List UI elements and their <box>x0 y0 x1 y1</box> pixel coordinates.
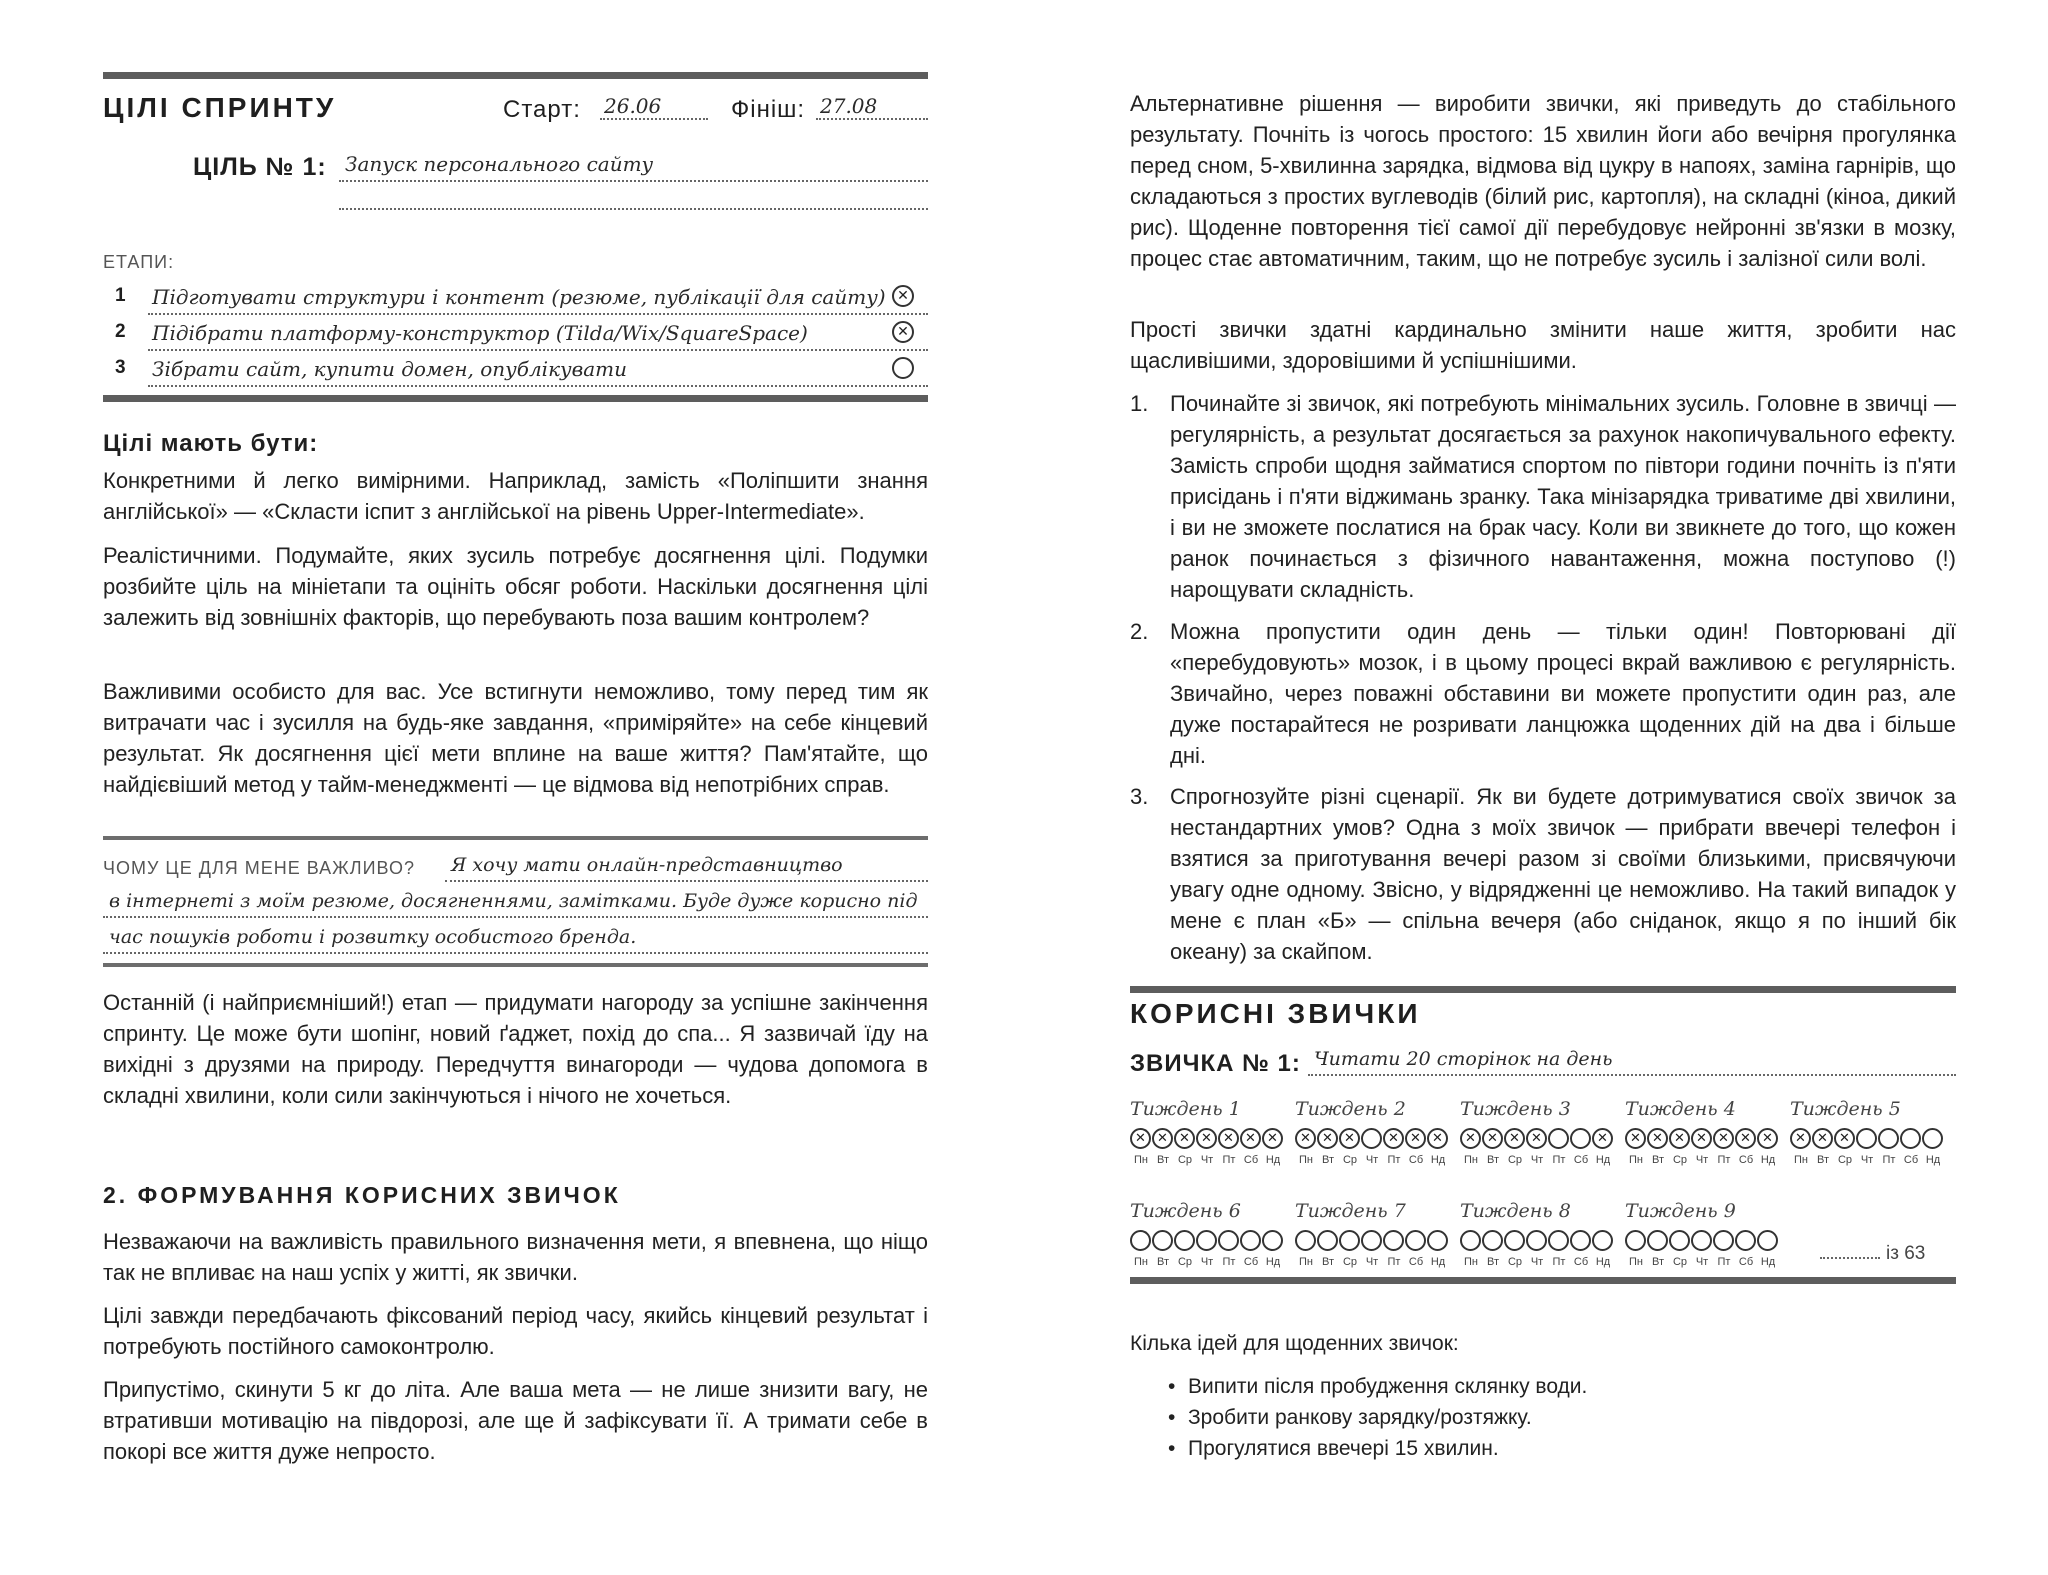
sprint-box-top-rule <box>103 72 928 79</box>
stage-text[interactable]: Зібрати сайт, купити домен, опублікувати <box>148 355 928 387</box>
day-label: Пн <box>1794 1154 1808 1166</box>
day-label: Вт <box>1816 1154 1829 1166</box>
day-label: Ср <box>1672 1154 1688 1166</box>
week-label: Тиждень 9 <box>1625 1200 1736 1222</box>
habits-title: КОРИСНІ ЗВИЧКИ <box>1130 998 1421 1029</box>
day-label: Сб <box>1573 1154 1589 1166</box>
list-text: Спрогнозуйте різні сценарії. Як ви будете дотримуватися своїх звичок за нестандартних умов? Одна з моїх звичок — прибрати ввечері телефон і взятися за приготування вечері разом зі своїми близькими, присвячуючи увагу одне одному. Звісно, у відрядженні це неможливо. На такий випадок у мене є план «Б» — спільна вечеря (або сніданок, якщо я по інший бік океану) за скайпом. <box>1170 784 1956 964</box>
week-label: Тиждень 8 <box>1460 1200 1571 1222</box>
week-block <box>1625 1200 1785 1268</box>
day-labels <box>1130 1154 1290 1166</box>
sprint-box-bottom-rule <box>103 395 928 402</box>
day-checkbox[interactable] <box>1647 1230 1668 1251</box>
day-label: Ср <box>1837 1154 1853 1166</box>
paragraph: Прості звички здатні кардинально змінити наше життя, зробити нас щасливішими, здоровішими й успішнішими. <box>1130 317 1956 373</box>
day-label: Ср <box>1177 1154 1193 1166</box>
day-checkbox[interactable]: ✕ <box>1218 1128 1239 1149</box>
list-text: Можна пропустити один день — тільки один! Повторювані дії «перебудовують» мозок, і в цьому процесі вкрай важливою є регулярність. Звичайно, через поважні обставини ви можете пропустити один раз, але дуже постарайтеся не розривати ланцюжка щоденних дій на два і більше дні. <box>1170 619 1956 768</box>
stage-number: 3 <box>115 357 126 378</box>
day-labels <box>1625 1154 1785 1166</box>
day-checkbox[interactable] <box>1592 1230 1613 1251</box>
why-answer-line-2[interactable]: в інтернеті з моїм резюме, досягненнями, замітками. Буде дуже корисно під <box>103 890 928 918</box>
week-label: Тиждень 5 <box>1790 1098 1901 1120</box>
why-box-bottom-rule <box>103 963 928 967</box>
week-block <box>1130 1200 1290 1268</box>
list-number: 3. <box>1130 784 1149 809</box>
day-checkbox[interactable] <box>1669 1230 1690 1251</box>
day-checkbox[interactable]: ✕ <box>1339 1128 1360 1149</box>
paragraph: Важливими особисто для вас. Усе встигнути неможливо, тому перед тим як витрачати час і зусилля на будь-яке завдання, «приміряйте» на себе кінцевий результат. Як досягнення цієї мети вплине на ваше життя? Пам'ятайте, що найдієвіший метод у тайм-менеджменті — це відмова від непотрібних справ. <box>103 679 928 797</box>
day-checkbox[interactable] <box>1735 1230 1756 1251</box>
day-circles <box>1460 1128 1620 1150</box>
day-label: Пн <box>1464 1154 1478 1166</box>
stage-row <box>103 283 928 317</box>
goal-field-line-2[interactable] <box>339 208 928 210</box>
ideas-intro: Кілька ідей для щоденних звичок: <box>1130 1332 1459 1355</box>
day-checkbox[interactable] <box>1218 1230 1239 1251</box>
week-label: Тиждень 4 <box>1625 1098 1736 1120</box>
list-number: 2. <box>1130 619 1149 644</box>
week-block <box>1625 1098 1785 1166</box>
week-label: Тиждень 2 <box>1295 1098 1406 1120</box>
day-checkbox[interactable]: ✕ <box>1317 1128 1338 1149</box>
day-labels <box>1460 1154 1620 1166</box>
day-checkbox[interactable]: ✕ <box>1834 1128 1855 1149</box>
start-date[interactable]: 26.06 <box>600 94 708 120</box>
day-label: Чт <box>1200 1256 1214 1268</box>
day-checkbox[interactable] <box>1196 1230 1217 1251</box>
day-labels <box>1790 1154 1950 1166</box>
paragraph: Припустімо, скинути 5 кг до літа. Але ваша мета — не лише знизити вагу, не втративши мотивацію на півдорозі, але ще й зафіксувати її. А тримати себе в покорі все життя дуже непросто. <box>103 1377 928 1464</box>
day-label: Ср <box>1342 1154 1358 1166</box>
why-box-top-rule <box>103 836 928 840</box>
day-checkbox[interactable]: ✕ <box>1427 1128 1448 1149</box>
day-label: Нд <box>1430 1256 1446 1268</box>
paragraph: Конкретними й легко вимірними. Наприклад, замість «Поліпшити знання англійської» — «Скласти іспит з англійської на рівень Upper-Intermediate». <box>103 468 928 524</box>
day-checkbox[interactable] <box>1361 1230 1382 1251</box>
paragraph: Незважаючи на важливість правильного визначення мети, я впевнена, що ніщо так не впливає на наш успіх у житті, як звички. <box>103 1229 928 1285</box>
day-label: Чт <box>1695 1256 1709 1268</box>
day-label: Нд <box>1265 1256 1281 1268</box>
paragraph: Останній (і найприємніший!) етап — придумати нагороду за успішне закінчення спринту. Це може бути шопінг, новий ґаджет, похід до спа... Я зазвичай їду на вихідні з друзями на природу. Передчуття винагороди — чудова допомога в складні хвилини, коли сили закінчуються і нічого не хочеться. <box>103 990 928 1108</box>
finish-date[interactable]: 27.08 <box>816 94 928 120</box>
day-checkbox[interactable] <box>1570 1128 1591 1149</box>
paragraph: Реалістичними. Подумайте, яких зусиль потребує досягнення цілі. Подумки розбийте ціль на мініетапи та оцініть обсяг роботи. Наскільки досягнення цілі залежить від зовнішніх факторів, що перебувають поза вашим контролем? <box>103 543 928 630</box>
sprint-title: ЦІЛІ СПРИНТУ <box>103 92 337 123</box>
day-label: Нд <box>1595 1256 1611 1268</box>
day-label: Вт <box>1486 1154 1499 1166</box>
day-checkbox[interactable]: ✕ <box>1262 1128 1283 1149</box>
day-label: Чт <box>1695 1154 1709 1166</box>
count-suffix: із 63 <box>1886 1243 1926 1264</box>
day-label: Чт <box>1365 1256 1379 1268</box>
day-checkbox[interactable] <box>1405 1230 1426 1251</box>
day-checkbox[interactable]: ✕ <box>1405 1128 1426 1149</box>
day-checkbox[interactable] <box>1130 1230 1151 1251</box>
day-checkbox[interactable] <box>1713 1230 1734 1251</box>
stage-row <box>103 355 928 389</box>
day-labels <box>1295 1154 1455 1166</box>
day-checkbox[interactable]: ✕ <box>1812 1128 1833 1149</box>
day-label: Нд <box>1925 1154 1941 1166</box>
day-checkbox[interactable]: ✕ <box>1460 1128 1481 1149</box>
count-field[interactable] <box>1820 1257 1880 1259</box>
section-heading: 2. ФОРМУВАННЯ КОРИСНИХ ЗВИЧОК <box>103 1182 621 1208</box>
stage-checkbox[interactable]: ✕ <box>892 285 914 307</box>
day-checkbox[interactable]: ✕ <box>1196 1128 1217 1149</box>
why-answer-line-3[interactable]: час пошуків роботи і розвитку особистого бренда. <box>103 926 928 954</box>
stage-checkbox[interactable] <box>892 357 914 379</box>
day-label: Пт <box>1222 1256 1236 1268</box>
day-label: Ср <box>1342 1256 1358 1268</box>
day-labels <box>1295 1256 1455 1268</box>
day-label: Нд <box>1595 1154 1611 1166</box>
day-checkbox[interactable] <box>1317 1230 1338 1251</box>
idea-item: • Зробити ранкову зарядку/розтяжку. <box>1168 1406 1532 1429</box>
habits-box-top-rule <box>1130 986 1956 993</box>
day-label: Пт <box>1387 1256 1401 1268</box>
week-label: Тиждень 7 <box>1295 1200 1406 1222</box>
day-label: Сб <box>1243 1256 1259 1268</box>
paragraph: Альтернативне рішення — виробити звички, які приведуть до стабільного результату. Почніть із чогось простого: 15 хвилин йоги або вечірня прогулянка перед сном, 5-хвилинна зарядка, відмова від цукру в напоях, заміна гарнірів, що складаються з простих вуглеводів (білий рис, картопля), на складні (кіноа, дикий рис). Щоденне повторення тієї самої дії перебудовує нейронні зв'язки в мозку, процес стає автоматичним, таким, що не потребує зусиль і залізної сили волі. <box>1130 91 1956 271</box>
day-label: Пн <box>1629 1154 1643 1166</box>
week-block <box>1790 1098 1950 1166</box>
day-checkbox[interactable]: ✕ <box>1295 1128 1316 1149</box>
day-label: Пт <box>1387 1154 1401 1166</box>
stage-text[interactable]: Підібрати платформу-конструктор (Tilda/Wix/SquareSpace) <box>148 319 928 351</box>
day-checkbox[interactable] <box>1482 1230 1503 1251</box>
day-checkbox[interactable] <box>1570 1230 1591 1251</box>
day-label: Сб <box>1738 1256 1754 1268</box>
day-circles <box>1130 1230 1290 1252</box>
week-block <box>1130 1098 1290 1166</box>
day-circles <box>1295 1230 1455 1252</box>
day-checkbox[interactable] <box>1295 1230 1316 1251</box>
day-circles <box>1625 1230 1785 1252</box>
day-label: Пн <box>1299 1256 1313 1268</box>
habit-count <box>1820 1243 1925 1265</box>
day-checkbox[interactable]: ✕ <box>1691 1128 1712 1149</box>
day-checkbox[interactable]: ✕ <box>1757 1128 1778 1149</box>
sprint-header <box>103 92 928 128</box>
day-checkbox[interactable] <box>1526 1230 1547 1251</box>
day-checkbox[interactable] <box>1339 1230 1360 1251</box>
stage-number: 2 <box>115 321 126 342</box>
day-checkbox[interactable] <box>1548 1230 1569 1251</box>
day-checkbox[interactable]: ✕ <box>1647 1128 1668 1149</box>
day-label: Вт <box>1321 1256 1334 1268</box>
why-important-box <box>103 836 928 948</box>
day-label: Пт <box>1552 1256 1566 1268</box>
day-label: Чт <box>1365 1154 1379 1166</box>
day-checkbox[interactable] <box>1757 1230 1778 1251</box>
stage-number: 1 <box>115 285 126 306</box>
day-circles <box>1625 1128 1785 1150</box>
week-block <box>1295 1098 1455 1166</box>
left-page <box>103 0 928 1575</box>
stages-label: ЕТАПИ: <box>103 252 175 272</box>
day-circles <box>1460 1230 1620 1252</box>
day-label: Сб <box>1408 1154 1424 1166</box>
day-checkbox[interactable] <box>1900 1128 1921 1149</box>
day-label: Пн <box>1134 1256 1148 1268</box>
goal-field[interactable]: Запуск персонального сайту <box>339 152 928 182</box>
start-label: Старт: <box>503 96 581 123</box>
habit-label: ЗВИЧКА № 1: <box>1130 1050 1301 1077</box>
week-label: Тиждень 3 <box>1460 1098 1571 1120</box>
day-label: Чт <box>1530 1256 1544 1268</box>
week-block <box>1460 1098 1620 1166</box>
day-label: Вт <box>1156 1154 1169 1166</box>
list-text: Починайте зі звичок, які потребують мінімальних зусиль. Головне в звичці — регулярність, а результат досягається за рахунок накопичувального ефекту. Замість спроби щодня займатися спортом по півтори години почніть із п'яти присідань і п'яти віджимань зранку. Така мінізарядка триватиме дві хвилини, і ви не зможете послатися на брак часу. Коли ви звикнете до того, що кожен ранок починається з фізичного навантаження, можна поступово (!) нарощувати складність. <box>1170 391 1956 602</box>
day-circles <box>1130 1128 1290 1150</box>
paragraph: Цілі завжди передбачають фіксований період часу, якийсь кінцевий результат і потребують постійного самоконтролю. <box>103 1303 928 1359</box>
day-checkbox[interactable]: ✕ <box>1713 1128 1734 1149</box>
day-labels <box>1460 1256 1620 1268</box>
habit-field[interactable]: Читати 20 сторінок на день <box>1308 1048 1956 1076</box>
day-circles <box>1790 1128 1950 1150</box>
day-label: Сб <box>1243 1154 1259 1166</box>
day-label: Нд <box>1430 1154 1446 1166</box>
day-checkbox[interactable] <box>1504 1230 1525 1251</box>
day-label: Нд <box>1760 1256 1776 1268</box>
day-checkbox[interactable] <box>1691 1230 1712 1251</box>
day-label: Ср <box>1177 1256 1193 1268</box>
day-label: Пт <box>1717 1256 1731 1268</box>
day-checkbox[interactable] <box>1548 1128 1569 1149</box>
week-block <box>1460 1200 1620 1268</box>
day-labels <box>1130 1256 1290 1268</box>
day-checkbox[interactable] <box>1856 1128 1877 1149</box>
finish-label: Фініш: <box>731 96 806 123</box>
day-label: Пт <box>1222 1154 1236 1166</box>
day-label: Ср <box>1507 1154 1523 1166</box>
day-label: Чт <box>1200 1154 1214 1166</box>
day-label: Пн <box>1464 1256 1478 1268</box>
day-checkbox[interactable]: ✕ <box>1482 1128 1503 1149</box>
day-label: Вт <box>1651 1154 1664 1166</box>
day-checkbox[interactable] <box>1625 1230 1646 1251</box>
day-checkbox[interactable]: ✕ <box>1504 1128 1525 1149</box>
day-label: Пн <box>1299 1154 1313 1166</box>
day-checkbox[interactable] <box>1922 1128 1943 1149</box>
day-checkbox[interactable]: ✕ <box>1383 1128 1404 1149</box>
day-label: Сб <box>1903 1154 1919 1166</box>
right-page <box>1130 0 1956 1575</box>
day-label: Пт <box>1552 1154 1566 1166</box>
day-checkbox[interactable]: ✕ <box>1174 1128 1195 1149</box>
idea-item: • Випити після пробудження склянку води. <box>1168 1375 1588 1398</box>
day-circles <box>1295 1128 1455 1150</box>
day-checkbox[interactable]: ✕ <box>1735 1128 1756 1149</box>
week-label: Тиждень 6 <box>1130 1200 1241 1222</box>
day-label: Ср <box>1672 1256 1688 1268</box>
stage-text[interactable]: Підготувати структури і контент (резюме, публікації для сайту) <box>148 283 928 315</box>
week-block <box>1295 1200 1455 1268</box>
day-checkbox[interactable]: ✕ <box>1625 1128 1646 1149</box>
stage-checkbox[interactable]: ✕ <box>892 321 914 343</box>
day-checkbox[interactable] <box>1878 1128 1899 1149</box>
day-label: Нд <box>1265 1154 1281 1166</box>
day-checkbox[interactable]: ✕ <box>1592 1128 1613 1149</box>
day-checkbox[interactable] <box>1262 1230 1283 1251</box>
day-checkbox[interactable] <box>1460 1230 1481 1251</box>
stage-row <box>103 319 928 353</box>
day-checkbox[interactable] <box>1427 1230 1448 1251</box>
day-label: Пн <box>1134 1154 1148 1166</box>
day-checkbox[interactable]: ✕ <box>1152 1128 1173 1149</box>
day-checkbox[interactable]: ✕ <box>1669 1128 1690 1149</box>
habits-box-bottom-rule <box>1130 1277 1956 1284</box>
day-checkbox[interactable] <box>1240 1230 1261 1251</box>
idea-item: • Прогулятися ввечері 15 хвилин. <box>1168 1437 1499 1460</box>
day-checkbox[interactable] <box>1174 1230 1195 1251</box>
day-checkbox[interactable]: ✕ <box>1790 1128 1811 1149</box>
day-checkbox[interactable] <box>1383 1230 1404 1251</box>
day-label: Сб <box>1573 1256 1589 1268</box>
day-label: Чт <box>1530 1154 1544 1166</box>
day-label: Сб <box>1408 1256 1424 1268</box>
day-label: Пт <box>1882 1154 1896 1166</box>
goal-label: ЦІЛЬ № 1: <box>193 153 327 181</box>
list-number: 1. <box>1130 391 1149 416</box>
day-label: Вт <box>1156 1256 1169 1268</box>
day-labels <box>1625 1256 1785 1268</box>
day-label: Пн <box>1629 1256 1643 1268</box>
day-label: Сб <box>1738 1154 1754 1166</box>
day-checkbox[interactable]: ✕ <box>1526 1128 1547 1149</box>
day-label: Ср <box>1507 1256 1523 1268</box>
goals-heading: Цілі мають бути: <box>103 430 319 457</box>
why-answer-line-1[interactable]: Я хочу мати онлайн-представництво <box>445 854 928 882</box>
day-checkbox[interactable]: ✕ <box>1240 1128 1261 1149</box>
day-label: Чт <box>1860 1154 1874 1166</box>
day-checkbox[interactable] <box>1361 1128 1382 1149</box>
why-label: ЧОМУ ЦЕ ДЛЯ МЕНЕ ВАЖЛИВО? <box>103 858 415 878</box>
week-label: Тиждень 1 <box>1130 1098 1241 1120</box>
day-label: Нд <box>1760 1154 1776 1166</box>
day-label: Вт <box>1651 1256 1664 1268</box>
day-label: Пт <box>1717 1154 1731 1166</box>
day-checkbox[interactable]: ✕ <box>1130 1128 1151 1149</box>
day-checkbox[interactable] <box>1152 1230 1173 1251</box>
day-label: Вт <box>1486 1256 1499 1268</box>
day-label: Вт <box>1321 1154 1334 1166</box>
